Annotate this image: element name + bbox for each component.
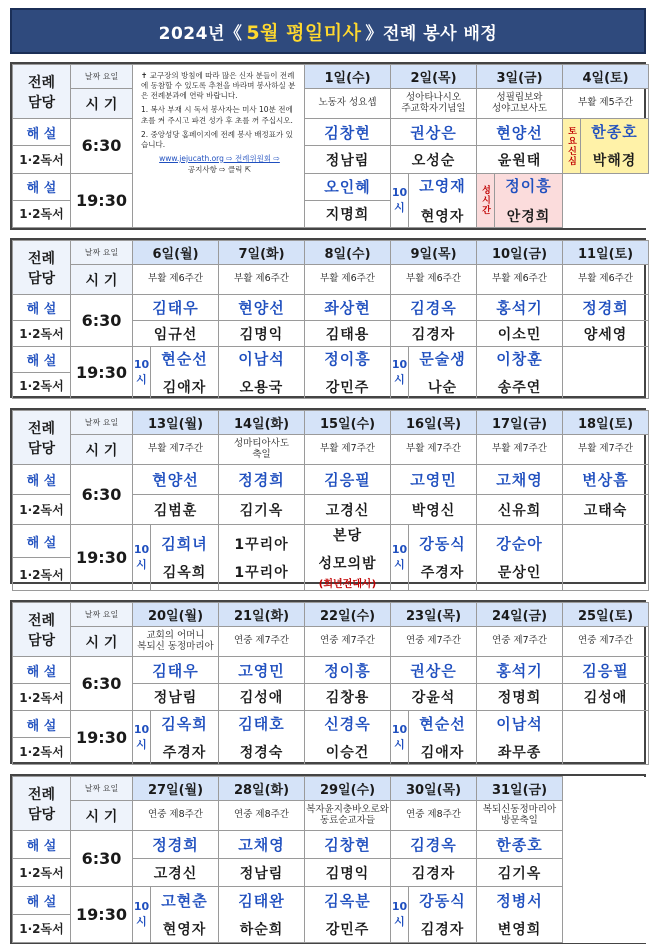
- name-cell: 주경자: [162, 745, 207, 761]
- day-sub: 복자윤지충바오로와 동료순교자들: [305, 801, 391, 831]
- day-header: 28일(화): [219, 777, 305, 801]
- day-sub: 부활 제7주간: [563, 435, 649, 465]
- day-header: 13일(월): [133, 411, 219, 435]
- day-header: 10일(금): [477, 241, 563, 265]
- week2-block: [10, 238, 646, 398]
- day-sub: 부활 제6주간: [305, 265, 391, 295]
- name-cell: 좌상현: [305, 295, 391, 321]
- reader-label: 1·2독서: [13, 321, 71, 347]
- day-sub: 성마티아사도 축일: [219, 435, 305, 465]
- day-header: 1일(수): [305, 65, 391, 89]
- week1-block: [10, 62, 646, 230]
- date-label: 날짜 요일: [71, 65, 133, 89]
- split-cell: [133, 525, 219, 591]
- time-header: 시 기: [71, 435, 133, 465]
- day-header: 27일(월): [133, 777, 219, 801]
- role-header: 전례 담당: [13, 411, 71, 465]
- ten-label: 10: [391, 723, 408, 736]
- empty-cell: [563, 777, 649, 943]
- name-cell: 현양선: [219, 295, 305, 321]
- day-sub: 교회의 어머니 복되신 동정마리아: [133, 627, 219, 657]
- name-cell: 정이흥: [505, 176, 552, 195]
- note-p2: 1. 복사 부재 시 독서 봉사자는 미사 10분 전에 초를 켜 주시고 파견 성가 후 초를 꺼 주십시오.: [141, 105, 293, 125]
- time-1930: 19:30: [71, 525, 133, 591]
- ten-label: 10: [391, 900, 408, 913]
- ten-label: 10: [133, 543, 150, 556]
- name-cell: 오용국: [239, 380, 284, 396]
- day-header: 17일(금): [477, 411, 563, 435]
- reader-label: 1·2독서: [13, 859, 71, 887]
- name-cell: 임규선: [133, 321, 219, 347]
- name-cell: 이남석: [496, 715, 543, 733]
- name-cell: 고경신: [133, 859, 219, 887]
- empty-cell: [563, 347, 649, 399]
- commentator-label: 해 설: [13, 465, 71, 495]
- time-header: 시 기: [71, 89, 133, 119]
- name-cell: 1꾸리아: [234, 536, 289, 553]
- day-sub: 부활 제6주간: [477, 265, 563, 295]
- time-630: 6:30: [71, 465, 133, 525]
- name-cell: 강민주: [325, 922, 370, 938]
- commentator-label: 해 설: [13, 831, 71, 859]
- time-630: 6:30: [71, 831, 133, 887]
- name-cell: 문술생: [419, 350, 466, 368]
- day-header: 23일(목): [391, 603, 477, 627]
- time-630: 6:30: [71, 657, 133, 711]
- si-label: 시: [136, 373, 147, 386]
- name-cell: 김태용: [305, 321, 391, 347]
- day-header: 3일(금): [477, 65, 563, 89]
- name-cell: 권상은: [391, 657, 477, 684]
- day-sub: 부활 제7주간: [133, 435, 219, 465]
- name-cell: 지명희: [305, 200, 391, 227]
- split-cell: [305, 347, 391, 399]
- si-label: 시: [394, 738, 405, 751]
- note-p1: ✝ 교구장의 방침에 따라 많은 신자 분들이 전례에 동참할 수 있도록 추천을 바라며 봉사하실 분은 전례분과에 연락 바랍니다.: [141, 71, 296, 101]
- name-cell: 고경신: [305, 495, 391, 525]
- name-cell: 정경희: [563, 295, 649, 321]
- reader-label: 1·2독서: [13, 558, 71, 591]
- name-cell: 강순아: [496, 535, 543, 553]
- name-cell: 권상은: [391, 119, 477, 146]
- name-cell: 김경옥: [391, 831, 477, 859]
- ten-label: 10: [391, 543, 408, 556]
- time-1930: 19:30: [71, 711, 133, 765]
- day-sub: 연중 제8주간: [219, 801, 305, 831]
- split-cell: [133, 711, 219, 765]
- si-label: 시: [394, 915, 405, 928]
- title-suffix: 》전례 봉사 배정: [365, 23, 498, 44]
- si-label: 시: [136, 915, 147, 928]
- week4-block: [10, 600, 646, 764]
- saturday-note: 토요신심: [566, 125, 576, 166]
- reader-label: 1·2독서: [13, 915, 71, 943]
- split-cell: 10 시 고영재 현영자: [391, 173, 477, 227]
- name-cell: 성모의밤: [318, 556, 377, 572]
- empty-cell: [563, 525, 649, 591]
- date-label: 날짜 요일: [71, 603, 133, 627]
- name-cell: 김경옥: [391, 295, 477, 321]
- split-cell: [219, 711, 305, 765]
- si-label: 시: [136, 558, 147, 571]
- time-1930: 19:30: [71, 887, 133, 943]
- time-header: 시 기: [71, 627, 133, 657]
- day-header: 18일(토): [563, 411, 649, 435]
- day-sub: 연중 제7주간: [219, 627, 305, 657]
- ten-label: 10: [133, 900, 150, 913]
- week5-block: [10, 774, 646, 944]
- name-cell: 홍석기: [477, 657, 563, 684]
- day-sub: 노동자 성요셉: [305, 89, 391, 119]
- notice-link[interactable]: 공지사항 ⇨ 클릭 ⇱: [187, 165, 252, 174]
- time-630: 6:30: [71, 295, 133, 347]
- split-cell: [219, 887, 305, 943]
- name-cell: 김성애: [563, 684, 649, 711]
- name-cell: 홍석기: [477, 295, 563, 321]
- holy-hour-cell: [477, 173, 563, 227]
- reader-label: 1·2독서: [13, 738, 71, 765]
- time-630: 6:30: [71, 119, 133, 173]
- day-header: 29일(수): [305, 777, 391, 801]
- name-cell: 정이흥: [305, 657, 391, 684]
- split-cell: [477, 347, 563, 399]
- name-cell: 좌무종: [497, 745, 542, 761]
- name-cell: 김옥분: [324, 892, 371, 910]
- name-cell: 김옥희: [161, 715, 208, 733]
- day-header: 16일(목): [391, 411, 477, 435]
- time-header: 시 기: [71, 265, 133, 295]
- name-cell: 박해경: [592, 153, 637, 170]
- split-cell: [391, 347, 477, 399]
- name-cell: 현영자: [420, 208, 465, 225]
- split-cell: [219, 525, 305, 591]
- reader-label: 1·2독서: [13, 200, 71, 227]
- commentator-label: 해 설: [13, 711, 71, 738]
- commentator-label: 해 설: [13, 295, 71, 321]
- name-cell: 송주연: [497, 380, 542, 396]
- split-cell: [477, 711, 563, 765]
- title-highlight: 5월 평일미사: [246, 21, 362, 44]
- day-header: 20일(월): [133, 603, 219, 627]
- split-cell: [391, 887, 477, 943]
- split-cell: [305, 887, 391, 943]
- commentator-label: 해 설: [13, 525, 71, 558]
- day-sub: 부활 제6주간: [133, 265, 219, 295]
- name-cell: 신경옥: [324, 715, 371, 733]
- split-cell: [391, 711, 477, 765]
- name-cell: 현양선: [133, 465, 219, 495]
- name-cell: 윤원태: [477, 146, 563, 173]
- name-cell: 나순: [427, 380, 458, 396]
- day-sub: 부활 제6주간: [219, 265, 305, 295]
- si-label: 시: [394, 373, 405, 386]
- note-p3: 2. 중앙성당 홈페이지에 전례 봉사 배정표가 있습니다.: [141, 129, 293, 149]
- name-cell: 김애자: [420, 745, 465, 761]
- name-cell: 김태우: [133, 295, 219, 321]
- split-cell: [305, 525, 391, 591]
- homepage-link[interactable]: www.jejucath.org ⇨ 전례위원회 ⇨: [159, 153, 280, 163]
- saturday-cell: [563, 119, 649, 173]
- name-cell: 본당: [332, 528, 363, 544]
- empty-cell: [563, 711, 649, 765]
- day-sub: 연중 제7주간: [563, 627, 649, 657]
- name-cell: 김기옥: [477, 859, 563, 887]
- name-cell: 이창훈: [496, 350, 543, 368]
- page-title: [10, 8, 646, 54]
- name-cell: 김범훈: [133, 495, 219, 525]
- role-header: 전례 담당: [13, 603, 71, 657]
- day-header: 9일(목): [391, 241, 477, 265]
- si-label: 시: [394, 558, 405, 571]
- day-sub: 부활 제7주간: [391, 435, 477, 465]
- date-label: 날짜 요일: [71, 411, 133, 435]
- name-cell: 오성순: [391, 146, 477, 173]
- split-cell: [133, 347, 219, 399]
- day-header: 25일(토): [563, 603, 649, 627]
- day-sub: 연중 제8주간: [133, 801, 219, 831]
- name-cell: 김경자: [391, 859, 477, 887]
- day-header: 22일(수): [305, 603, 391, 627]
- name-cell: 김성애: [219, 684, 305, 711]
- ten-label: 10: [133, 723, 150, 736]
- day-sub: 부활 제6주간: [563, 265, 649, 295]
- name-cell: 고현춘: [161, 892, 208, 910]
- name-cell: 김경자: [420, 922, 465, 938]
- name-cell: 정경숙: [239, 745, 284, 761]
- name-cell: 정남림: [219, 859, 305, 887]
- split-cell: [305, 711, 391, 765]
- reader-label: 1·2독서: [13, 495, 71, 525]
- split-cell: [133, 887, 219, 943]
- name-cell: 김응필: [563, 657, 649, 684]
- name-cell: 김기옥: [219, 495, 305, 525]
- commentator-label: 해 설: [13, 887, 71, 915]
- name-cell: 정명희: [477, 684, 563, 711]
- ten-label: 10: [391, 358, 408, 371]
- name-cell: 고영민: [219, 657, 305, 684]
- split-cell: [477, 525, 563, 591]
- split-cell: [477, 887, 563, 943]
- name-cell: 강동식: [419, 535, 466, 553]
- day-header: 31일(금): [477, 777, 563, 801]
- day-sub: 부활 제7주간: [305, 435, 391, 465]
- name-cell: 김창현: [305, 119, 391, 146]
- name-cell: 김태완: [238, 892, 285, 910]
- name-cell: 정경희: [133, 831, 219, 859]
- name-cell: 고태숙: [563, 495, 649, 525]
- title-prefix: 2024년《: [158, 23, 243, 44]
- name-cell: 오인혜: [305, 173, 391, 200]
- name-cell: 김창현: [305, 831, 391, 859]
- role-header: 전례 담당: [13, 241, 71, 295]
- name-cell: 고영민: [391, 465, 477, 495]
- name-cell: 김애자: [162, 380, 207, 396]
- day-sub: 성필립보와 성야고보사도: [477, 89, 563, 119]
- name-cell: 강민주: [325, 380, 370, 396]
- commentator-label: 해 설: [13, 657, 71, 684]
- commentator-label: 해 설: [13, 347, 71, 373]
- name-cell: 변상흠: [563, 465, 649, 495]
- name-cell: 고영재: [419, 176, 466, 195]
- name-cell: 신유희: [477, 495, 563, 525]
- name-cell: 김경자: [391, 321, 477, 347]
- name-cell: 정남림: [133, 684, 219, 711]
- name-cell: 하순희: [239, 922, 284, 938]
- name-cell: 정이흥: [324, 350, 371, 368]
- si-label: 시: [136, 738, 147, 751]
- name-cell: 이소민: [477, 321, 563, 347]
- day-sub: 부활 제6주간: [391, 265, 477, 295]
- day-sub: 연중 제7주간: [477, 627, 563, 657]
- time-header: 시 기: [71, 801, 133, 831]
- holy-hour-note: 성시간: [480, 185, 490, 216]
- day-sub: 복되신동정마리아 방문축일: [477, 801, 563, 831]
- day-header: 11일(토): [563, 241, 649, 265]
- day-header: 21일(화): [219, 603, 305, 627]
- day-header: 8일(수): [305, 241, 391, 265]
- name-cell: 양세영: [563, 321, 649, 347]
- week3-block: [10, 408, 646, 590]
- name-cell: 1꾸리아: [234, 564, 289, 581]
- name-cell: 정남림: [305, 146, 391, 173]
- name-cell: 고채영: [477, 465, 563, 495]
- name-cell: 현영자: [162, 922, 207, 938]
- name-cell: 김응필: [305, 465, 391, 495]
- day-sub: 연중 제8주간: [391, 801, 477, 831]
- day-header: 30일(목): [391, 777, 477, 801]
- split-cell: [391, 525, 477, 591]
- name-cell: 문상인: [497, 565, 542, 581]
- name-cell: 김태우: [133, 657, 219, 684]
- role-header: 전례 담당: [13, 65, 71, 119]
- name-cell: 이승건: [325, 745, 370, 761]
- name-cell: 변영희: [497, 922, 542, 938]
- name-cell: 정경희: [219, 465, 305, 495]
- commentator-label: 해 설: [13, 119, 71, 146]
- name-cell: 한종호: [477, 831, 563, 859]
- name-cell: 한종호: [591, 123, 638, 142]
- day-header: 6일(월): [133, 241, 219, 265]
- ten-label: 10: [133, 358, 150, 371]
- reader-label: 1·2독서: [13, 146, 71, 173]
- day-sub: 성아타나시오 주교학자기념일: [391, 89, 477, 119]
- name-cell: 김명익: [219, 321, 305, 347]
- name-cell: 강동식: [419, 892, 466, 910]
- name-cell: 고채영: [219, 831, 305, 859]
- date-label: 날짜 요일: [71, 241, 133, 265]
- time-1930: 19:30: [71, 173, 133, 227]
- day-header: 14일(화): [219, 411, 305, 435]
- day-header: 2일(목): [391, 65, 477, 89]
- name-cell: 현순선: [419, 715, 466, 733]
- day-sub: 연중 제7주간: [391, 627, 477, 657]
- name-cell: 이남석: [238, 350, 285, 368]
- time-1930: 19:30: [71, 347, 133, 399]
- day-header: 15일(수): [305, 411, 391, 435]
- commentator-label: 해 설: [13, 173, 71, 200]
- date-label: 날짜 요일: [71, 777, 133, 801]
- name-cell: 정병서: [496, 892, 543, 910]
- reader-label: 1·2독서: [13, 684, 71, 711]
- reader-label: 1·2독서: [13, 373, 71, 399]
- day-header: 4일(토): [563, 65, 649, 89]
- role-header: 전례 담당: [13, 777, 71, 831]
- name-cell: 김창용: [305, 684, 391, 711]
- name-cell: 안경희: [506, 208, 551, 225]
- name-cell: 김옥희: [162, 565, 207, 581]
- empty-cell: [563, 173, 649, 227]
- name-cell: 현순선: [161, 350, 208, 368]
- special-note: (희년전대사): [318, 579, 377, 590]
- name-cell: 현양선: [477, 119, 563, 146]
- name-cell: 김태호: [238, 715, 285, 733]
- day-header: 24일(금): [477, 603, 563, 627]
- name-cell: 김명익: [305, 859, 391, 887]
- day-sub: 부활 제7주간: [477, 435, 563, 465]
- split-cell: [219, 347, 305, 399]
- name-cell: 김희녀: [161, 535, 208, 553]
- day-sub: 연중 제7주간: [305, 627, 391, 657]
- name-cell: 강윤석: [391, 684, 477, 711]
- day-sub: 부활 제5주간: [563, 89, 649, 119]
- name-cell: 박영신: [391, 495, 477, 525]
- name-cell: 주경자: [420, 565, 465, 581]
- notes-box: [133, 65, 305, 228]
- day-header: 7일(화): [219, 241, 305, 265]
